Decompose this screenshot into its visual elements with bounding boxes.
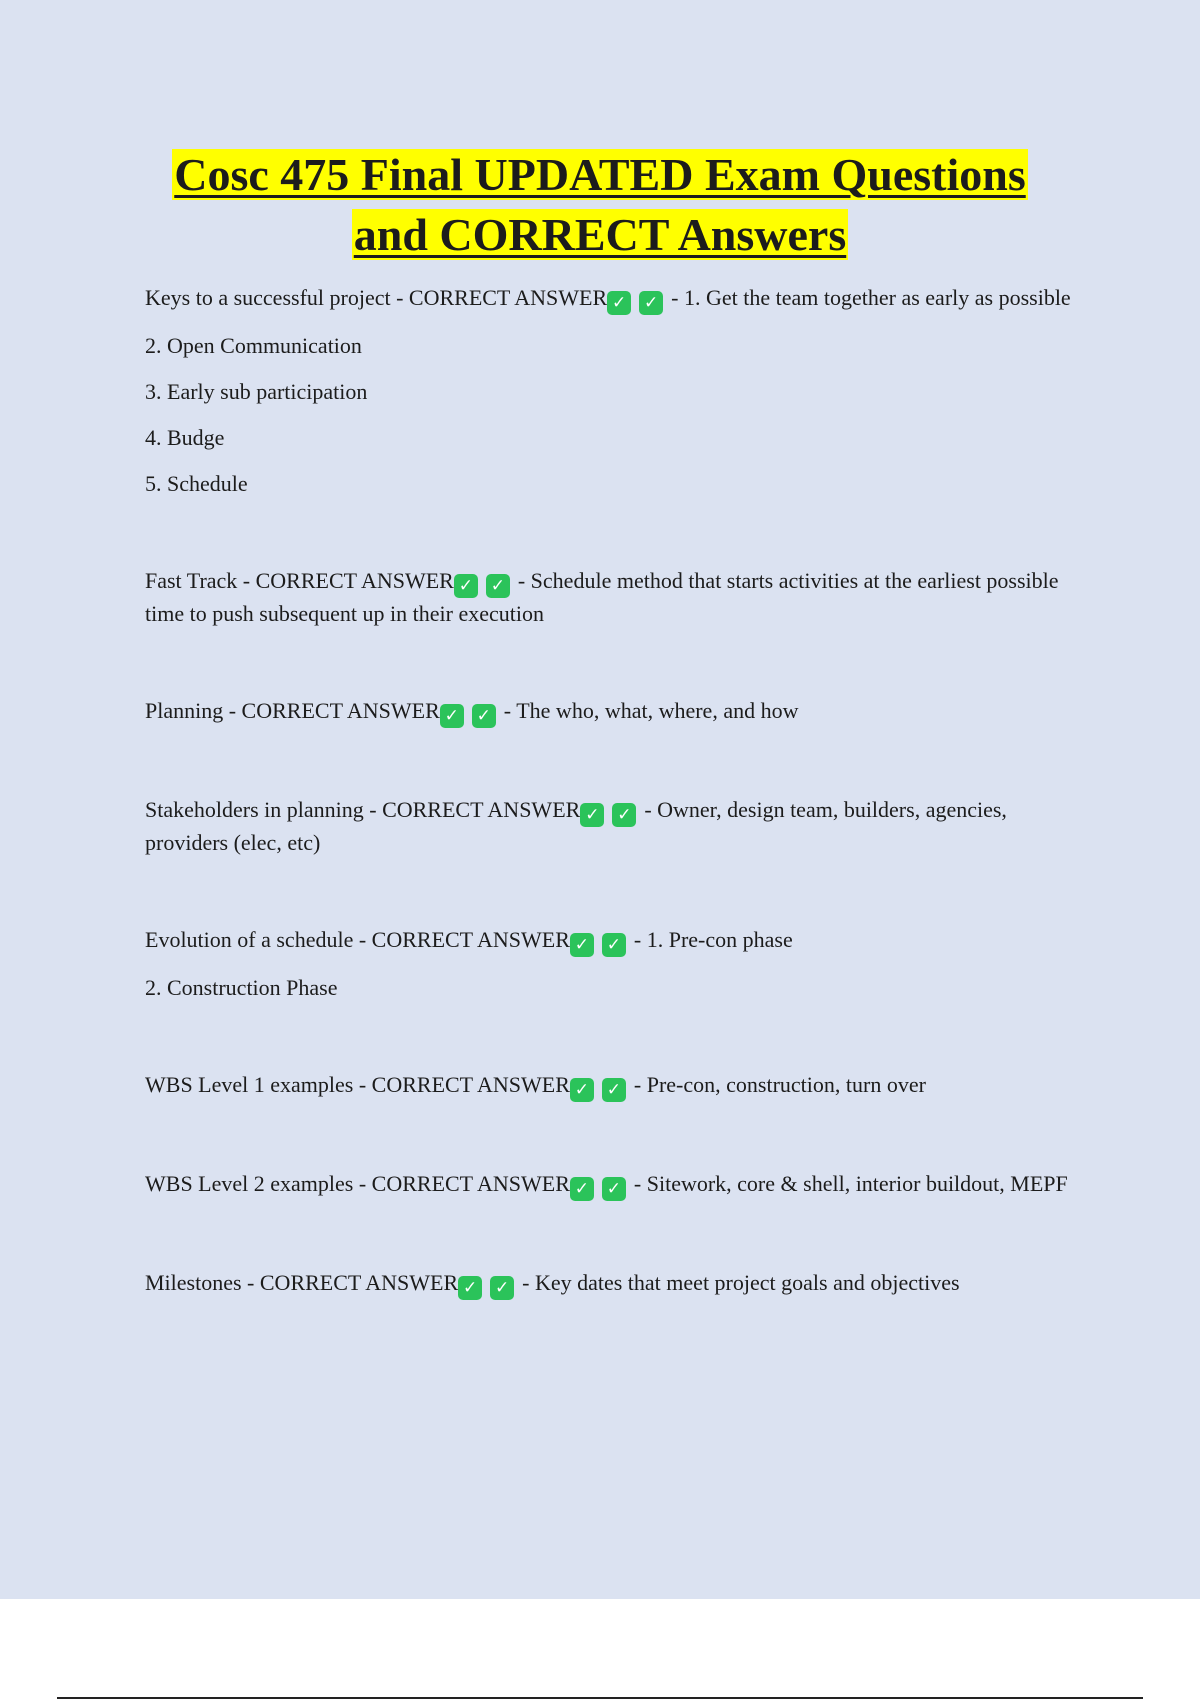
answer-line: 2. Construction Phase (145, 975, 338, 1000)
question-text: Milestones - CORRECT ANSWER (145, 1270, 459, 1295)
check-mark-icon: ✓ (607, 291, 631, 315)
answer-text: - The who, what, where, and how (503, 698, 799, 723)
qa-item-stakeholders (145, 794, 1095, 858)
check-mark-icon: ✓ (472, 704, 496, 728)
qa-item-wbs-level-2 (145, 1168, 1095, 1201)
question-text: WBS Level 2 examples - CORRECT ANSWER (145, 1171, 570, 1196)
answer-text: - 1. Pre-con phase (633, 927, 793, 952)
check-mark-icon: ✓ (602, 1177, 626, 1201)
answer-line: 3. Early sub participation (145, 379, 368, 404)
check-mark-icon: ✓ (570, 1078, 594, 1102)
check-mark-icon: ✓ (580, 803, 604, 827)
footer-divider (57, 1697, 1143, 1699)
answer-text: - Owner, design team, builders, agencies, providers (elec, etc) (145, 797, 1007, 855)
check-mark-icon: ✓ (570, 933, 594, 957)
qa-item-schedule-evolution (145, 924, 1095, 957)
qa-list (145, 282, 1095, 1300)
check-mark-icon: ✓ (440, 704, 464, 728)
check-mark-icon: ✓ (454, 574, 478, 598)
title-line-1: Cosc 475 Final UPDATED Exam Questions (174, 149, 1026, 200)
answer-text: - Key dates that meet project goals and objectives (522, 1270, 960, 1295)
question-text: Evolution of a schedule - CORRECT ANSWER (145, 927, 570, 952)
answer-line: 2. Open Communication (145, 333, 362, 358)
answer-line: 5. Schedule (145, 471, 248, 496)
check-mark-icon: ✓ (490, 1276, 514, 1300)
qa-item-fast-track (145, 565, 1095, 629)
check-mark-icon: ✓ (639, 291, 663, 315)
check-mark-icon: ✓ (570, 1177, 594, 1201)
question-text: WBS Level 1 examples - CORRECT ANSWER (145, 1072, 570, 1097)
check-mark-icon: ✓ (612, 803, 636, 827)
answer-text: - Sitework, core & shell, interior buildout, MEPF (633, 1171, 1068, 1196)
answer-text: - Schedule method that starts activities at the earliest possible time to push subsequent up in their execution (145, 568, 1059, 626)
document-title (0, 145, 1200, 265)
question-text: Keys to a successful project - CORRECT ANSWER (145, 285, 608, 310)
check-mark-icon: ✓ (458, 1276, 482, 1300)
answer-text: - Pre-con, construction, turn over (633, 1072, 926, 1097)
check-mark-icon: ✓ (602, 1078, 626, 1102)
question-text: Stakeholders in planning - CORRECT ANSWER (145, 797, 581, 822)
title-line-2: and CORRECT Answers (353, 209, 847, 260)
check-mark-icon: ✓ (486, 574, 510, 598)
answer-text: - 1. Get the team together as early as possible (671, 285, 1071, 310)
check-mark-icon: ✓ (602, 933, 626, 957)
qa-item-wbs-level-1 (145, 1069, 1095, 1102)
qa-item-planning (145, 695, 1095, 728)
qa-item-milestones (145, 1267, 1095, 1300)
answer-line: 4. Budge (145, 425, 225, 450)
qa-item-keys-to-success (145, 282, 1095, 315)
question-text: Fast Track - CORRECT ANSWER (145, 568, 454, 593)
question-text: Planning - CORRECT ANSWER (145, 698, 440, 723)
